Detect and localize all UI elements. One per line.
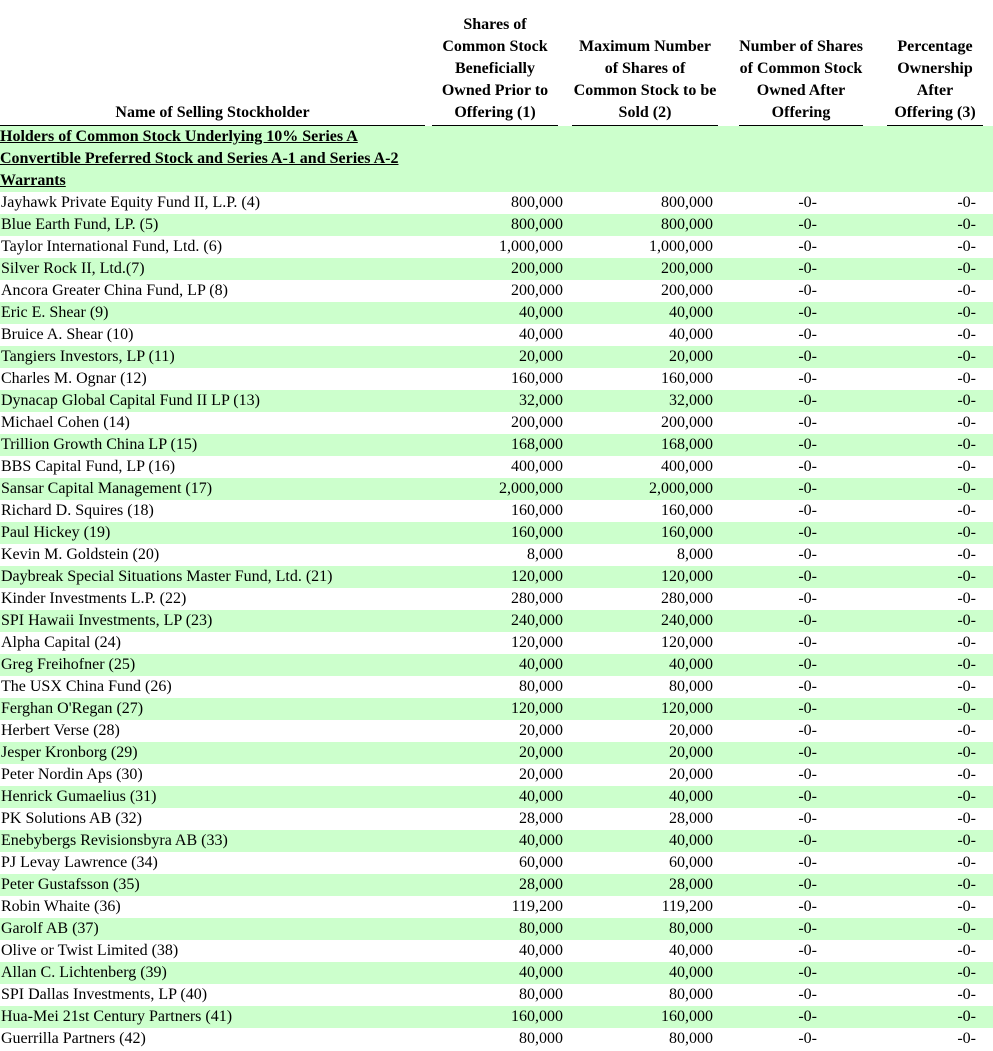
- shares-owned-after: -0-: [798, 568, 817, 585]
- percentage-after: -0-: [957, 876, 976, 893]
- table-row: [0, 324, 993, 346]
- shares-owned-after: -0-: [798, 1008, 817, 1025]
- max-shares-to-sell: 80,000: [669, 678, 713, 695]
- shares-owned-after: -0-: [798, 700, 817, 717]
- table-row: [0, 874, 993, 896]
- shares-owned-prior: 160,000: [511, 502, 563, 519]
- percentage-after: -0-: [957, 458, 976, 475]
- shares-owned-prior: 60,000: [519, 854, 563, 871]
- percentage-after: -0-: [957, 854, 976, 871]
- stockholder-name: Hua-Mei 21st Century Partners (41): [1, 1008, 233, 1025]
- stockholder-name: Alpha Capital (24): [1, 634, 121, 651]
- percentage-after: -0-: [957, 194, 976, 211]
- shares-owned-after: -0-: [798, 590, 817, 607]
- table-row: [0, 918, 993, 940]
- table-row: [0, 1006, 993, 1028]
- stockholder-name: Jayhawk Private Equity Fund II, L.P. (4): [1, 194, 261, 211]
- shares-owned-after: -0-: [798, 854, 817, 871]
- stockholder-name: Tangiers Investors, LP (11): [1, 348, 175, 365]
- shares-owned-prior: 20,000: [519, 348, 563, 365]
- table-row: [0, 632, 993, 654]
- shares-owned-prior: 160,000: [511, 1008, 563, 1025]
- shares-owned-after: -0-: [798, 480, 817, 497]
- table-row: [0, 522, 993, 544]
- max-shares-to-sell: 200,000: [661, 282, 713, 299]
- shares-owned-after: -0-: [798, 194, 817, 211]
- table-row: [0, 456, 993, 478]
- table-row: [0, 698, 993, 720]
- max-shares-to-sell: 200,000: [661, 260, 713, 277]
- percentage-after: -0-: [957, 898, 976, 915]
- shares-owned-prior: 20,000: [519, 744, 563, 761]
- stockholder-name: Ancora Greater China Fund, LP (8): [1, 282, 228, 299]
- header-name: Name of Selling Stockholder: [0, 0, 425, 126]
- shares-owned-prior: 200,000: [511, 414, 563, 431]
- stockholder-name: The USX China Fund (26): [1, 678, 172, 695]
- percentage-after: -0-: [957, 590, 976, 607]
- shares-owned-prior: 28,000: [519, 810, 563, 827]
- table-row: [0, 830, 993, 852]
- shares-owned-prior: 80,000: [519, 986, 563, 1003]
- percentage-after: -0-: [957, 546, 976, 563]
- table-row: [0, 808, 993, 830]
- shares-owned-prior: 200,000: [511, 282, 563, 299]
- shares-owned-after: -0-: [798, 964, 817, 981]
- max-shares-to-sell: 40,000: [669, 942, 713, 959]
- shares-owned-prior: 40,000: [519, 326, 563, 343]
- max-shares-to-sell: 160,000: [661, 1008, 713, 1025]
- percentage-after: -0-: [957, 766, 976, 783]
- stockholder-name: Silver Rock II, Ltd.(7): [1, 260, 145, 277]
- shares-owned-prior: 119,200: [511, 898, 563, 915]
- percentage-after: -0-: [957, 612, 976, 629]
- max-shares-to-sell: 40,000: [669, 326, 713, 343]
- stockholder-name: BBS Capital Fund, LP (16): [1, 458, 176, 475]
- shares-owned-prior: 200,000: [511, 260, 563, 277]
- stockholder-name: Charles M. Ognar (12): [1, 370, 147, 387]
- percentage-after: -0-: [957, 348, 976, 365]
- max-shares-to-sell: 120,000: [661, 700, 713, 717]
- stockholder-name: PJ Levay Lawrence (34): [1, 854, 158, 871]
- shares-owned-prior: 120,000: [511, 700, 563, 717]
- shares-owned-prior: 8,000: [527, 546, 563, 563]
- percentage-after: -0-: [957, 1008, 976, 1025]
- shares-owned-prior: 800,000: [511, 194, 563, 211]
- max-shares-to-sell: 8,000: [677, 546, 713, 563]
- max-shares-to-sell: 160,000: [661, 370, 713, 387]
- stockholder-name: SPI Hawaii Investments, LP (23): [1, 612, 213, 629]
- header-after: Number of Shares of Common Stock Owned After Offering: [725, 0, 877, 126]
- table-row: [0, 500, 993, 522]
- shares-owned-after: -0-: [798, 260, 817, 277]
- shares-owned-prior: 2,000,000: [499, 480, 563, 497]
- shares-owned-after: -0-: [798, 898, 817, 915]
- shares-owned-after: -0-: [798, 326, 817, 343]
- stockholder-name: SPI Dallas Investments, LP (40): [1, 986, 208, 1003]
- stockholder-name: Guerrilla Partners (42): [1, 1030, 146, 1047]
- max-shares-to-sell: 20,000: [669, 722, 713, 739]
- stockholder-name: Henrick Gumaelius (31): [1, 788, 157, 805]
- max-shares-to-sell: 800,000: [661, 216, 713, 233]
- stockholder-name: Peter Gustafsson (35): [1, 876, 140, 893]
- shares-owned-prior: 40,000: [519, 942, 563, 959]
- table-row: [0, 390, 993, 412]
- shares-owned-prior: 20,000: [519, 766, 563, 783]
- max-shares-to-sell: 120,000: [661, 634, 713, 651]
- table-row: [0, 896, 993, 918]
- max-shares-to-sell: 280,000: [661, 590, 713, 607]
- header-maximum: Maximum Number of Shares of Common Stock to be Sold (2): [565, 0, 725, 126]
- max-shares-to-sell: 40,000: [669, 832, 713, 849]
- max-shares-to-sell: 32,000: [669, 392, 713, 409]
- table-row: [0, 940, 993, 962]
- max-shares-to-sell: 40,000: [669, 788, 713, 805]
- max-shares-to-sell: 28,000: [669, 810, 713, 827]
- percentage-after: -0-: [957, 986, 976, 1003]
- shares-owned-prior: 240,000: [511, 612, 563, 629]
- stockholder-name: Richard D. Squires (18): [1, 502, 154, 519]
- stockholder-name: Blue Earth Fund, LP. (5): [1, 216, 159, 233]
- shares-owned-prior: 32,000: [519, 392, 563, 409]
- shares-owned-after: -0-: [798, 1030, 817, 1047]
- max-shares-to-sell: 80,000: [669, 986, 713, 1003]
- percentage-after: -0-: [957, 216, 976, 233]
- stockholder-name: Daybreak Special Situations Master Fund, Ltd. (21): [1, 568, 333, 585]
- section-heading-row: [0, 126, 993, 192]
- percentage-after: -0-: [957, 304, 976, 321]
- max-shares-to-sell: 20,000: [669, 348, 713, 365]
- table-row: [0, 214, 993, 236]
- shares-owned-after: -0-: [798, 766, 817, 783]
- stockholder-name: Robin Whaite (36): [1, 898, 121, 915]
- header-percentage: Percentage Ownership After Offering (3): [877, 0, 993, 126]
- max-shares-to-sell: 119,200: [661, 898, 713, 915]
- max-shares-to-sell: 168,000: [661, 436, 713, 453]
- table-row: [0, 786, 993, 808]
- max-shares-to-sell: 160,000: [661, 502, 713, 519]
- section-title: Holders of Common Stock Underlying 10% Series A Convertible Preferred Stock and Series A-1 and Series A-2 Warrants: [0, 128, 399, 189]
- max-shares-to-sell: 40,000: [669, 656, 713, 673]
- percentage-after: -0-: [957, 678, 976, 695]
- shares-owned-prior: 80,000: [519, 678, 563, 695]
- shares-owned-prior: 160,000: [511, 524, 563, 541]
- max-shares-to-sell: 60,000: [669, 854, 713, 871]
- shares-owned-prior: 40,000: [519, 964, 563, 981]
- stockholder-name: Michael Cohen (14): [1, 414, 130, 431]
- percentage-after: -0-: [957, 282, 976, 299]
- shares-owned-after: -0-: [798, 370, 817, 387]
- shares-owned-prior: 160,000: [511, 370, 563, 387]
- max-shares-to-sell: 20,000: [669, 766, 713, 783]
- stockholder-name: Bruice A. Shear (10): [1, 326, 134, 343]
- max-shares-to-sell: 120,000: [661, 568, 713, 585]
- max-shares-to-sell: 240,000: [661, 612, 713, 629]
- stockholder-name: Jesper Kronborg (29): [1, 744, 138, 761]
- table-row: [0, 566, 993, 588]
- shares-owned-prior: 120,000: [511, 634, 563, 651]
- table-row: [0, 192, 993, 214]
- max-shares-to-sell: 160,000: [661, 524, 713, 541]
- stockholder-name: Allan C. Lichtenberg (39): [1, 964, 167, 981]
- percentage-after: -0-: [957, 436, 976, 453]
- header-beneficial: Shares of Common Stock Beneficially Owned Prior to Offering (1): [425, 0, 565, 126]
- shares-owned-prior: 20,000: [519, 722, 563, 739]
- percentage-after: -0-: [957, 634, 976, 651]
- shares-owned-after: -0-: [798, 920, 817, 937]
- shares-owned-prior: 28,000: [519, 876, 563, 893]
- shares-owned-after: -0-: [798, 656, 817, 673]
- shares-owned-after: -0-: [798, 832, 817, 849]
- shares-owned-prior: 40,000: [519, 304, 563, 321]
- shares-owned-after: -0-: [798, 502, 817, 519]
- stockholder-name: Kevin M. Goldstein (20): [1, 546, 160, 563]
- shares-owned-prior: 80,000: [519, 1030, 563, 1047]
- table-row: [0, 544, 993, 566]
- stockholder-name: Kinder Investments L.P. (22): [1, 590, 187, 607]
- percentage-after: -0-: [957, 238, 976, 255]
- stockholder-name: Ferghan O'Regan (27): [1, 700, 144, 717]
- shares-owned-after: -0-: [798, 392, 817, 409]
- stockholder-name: Paul Hickey (19): [1, 524, 111, 541]
- table-row: [0, 302, 993, 324]
- table-row: [0, 478, 993, 500]
- table-row: [0, 654, 993, 676]
- shares-owned-after: -0-: [798, 986, 817, 1003]
- stockholder-name: Enebybergs Revisionsbyra AB (33): [1, 832, 228, 849]
- table-row: [0, 962, 993, 984]
- percentage-after: -0-: [957, 326, 976, 343]
- stockholder-name: PK Solutions AB (32): [1, 810, 142, 827]
- table-header-row: [0, 0, 993, 126]
- percentage-after: -0-: [957, 700, 976, 717]
- shares-owned-after: -0-: [798, 436, 817, 453]
- percentage-after: -0-: [957, 524, 976, 541]
- shares-owned-after: -0-: [798, 414, 817, 431]
- shares-owned-prior: 40,000: [519, 832, 563, 849]
- table-row: [0, 258, 993, 280]
- shares-owned-prior: 40,000: [519, 788, 563, 805]
- shares-owned-after: -0-: [798, 282, 817, 299]
- max-shares-to-sell: 2,000,000: [649, 480, 713, 497]
- percentage-after: -0-: [957, 502, 976, 519]
- max-shares-to-sell: 800,000: [661, 194, 713, 211]
- shares-owned-prior: 400,000: [511, 458, 563, 475]
- max-shares-to-sell: 80,000: [669, 1030, 713, 1047]
- stockholder-name: Olive or Twist Limited (38): [1, 942, 179, 959]
- max-shares-to-sell: 28,000: [669, 876, 713, 893]
- stockholder-name: Garolf AB (37): [1, 920, 99, 937]
- shares-owned-after: -0-: [798, 678, 817, 695]
- shares-owned-after: -0-: [798, 634, 817, 651]
- percentage-after: -0-: [957, 656, 976, 673]
- shares-owned-prior: 1,000,000: [499, 238, 563, 255]
- percentage-after: -0-: [957, 964, 976, 981]
- table-row: [0, 720, 993, 742]
- percentage-after: -0-: [957, 1030, 976, 1047]
- shares-owned-after: -0-: [798, 612, 817, 629]
- table-row: [0, 346, 993, 368]
- table-row: [0, 588, 993, 610]
- shares-owned-prior: 280,000: [511, 590, 563, 607]
- table-row: [0, 852, 993, 874]
- percentage-after: -0-: [957, 370, 976, 387]
- percentage-after: -0-: [957, 260, 976, 277]
- max-shares-to-sell: 80,000: [669, 920, 713, 937]
- shares-owned-after: -0-: [798, 788, 817, 805]
- shares-owned-after: -0-: [798, 304, 817, 321]
- stockholder-name: Sansar Capital Management (17): [1, 480, 213, 497]
- shares-owned-after: -0-: [798, 810, 817, 827]
- stockholder-name: Herbert Verse (28): [1, 722, 120, 739]
- shares-owned-after: -0-: [798, 216, 817, 233]
- shares-owned-prior: 80,000: [519, 920, 563, 937]
- table-row: [0, 764, 993, 786]
- table-row: [0, 368, 993, 390]
- max-shares-to-sell: 400,000: [661, 458, 713, 475]
- max-shares-to-sell: 40,000: [669, 964, 713, 981]
- shares-owned-after: -0-: [798, 546, 817, 563]
- percentage-after: -0-: [957, 414, 976, 431]
- table-row: [0, 742, 993, 764]
- table-row: [0, 434, 993, 456]
- max-shares-to-sell: 20,000: [669, 744, 713, 761]
- shares-owned-after: -0-: [798, 744, 817, 761]
- percentage-after: -0-: [957, 568, 976, 585]
- table-row: [0, 280, 993, 302]
- table-row: [0, 610, 993, 632]
- max-shares-to-sell: 40,000: [669, 304, 713, 321]
- shares-owned-prior: 168,000: [511, 436, 563, 453]
- percentage-after: -0-: [957, 832, 976, 849]
- stockholder-name: Eric E. Shear (9): [1, 304, 109, 321]
- table-row: [0, 984, 993, 1006]
- table-row: [0, 412, 993, 434]
- stockholder-name: Peter Nordin Aps (30): [1, 766, 143, 783]
- percentage-after: -0-: [957, 788, 976, 805]
- table-row: [0, 676, 993, 698]
- stockholder-name: Taylor International Fund, Ltd. (6): [1, 238, 223, 255]
- table-row: [0, 1028, 993, 1050]
- percentage-after: -0-: [957, 480, 976, 497]
- percentage-after: -0-: [957, 920, 976, 937]
- shares-owned-after: -0-: [798, 942, 817, 959]
- percentage-after: -0-: [957, 810, 976, 827]
- shares-owned-prior: 40,000: [519, 656, 563, 673]
- shares-owned-prior: 120,000: [511, 568, 563, 585]
- shares-owned-after: -0-: [798, 524, 817, 541]
- percentage-after: -0-: [957, 392, 976, 409]
- shares-owned-after: -0-: [798, 458, 817, 475]
- table-row: [0, 236, 993, 258]
- shares-owned-after: -0-: [798, 876, 817, 893]
- shares-owned-after: -0-: [798, 348, 817, 365]
- shares-owned-after: -0-: [798, 238, 817, 255]
- max-shares-to-sell: 200,000: [661, 414, 713, 431]
- shares-owned-prior: 800,000: [511, 216, 563, 233]
- shares-owned-after: -0-: [798, 722, 817, 739]
- max-shares-to-sell: 1,000,000: [649, 238, 713, 255]
- stockholder-name: Dynacap Global Capital Fund II LP (13): [1, 392, 260, 409]
- percentage-after: -0-: [957, 942, 976, 959]
- percentage-after: -0-: [957, 722, 976, 739]
- percentage-after: -0-: [957, 744, 976, 761]
- stockholder-name: Trillion Growth China LP (15): [1, 436, 198, 453]
- stockholder-name: Greg Freihofner (25): [1, 656, 136, 673]
